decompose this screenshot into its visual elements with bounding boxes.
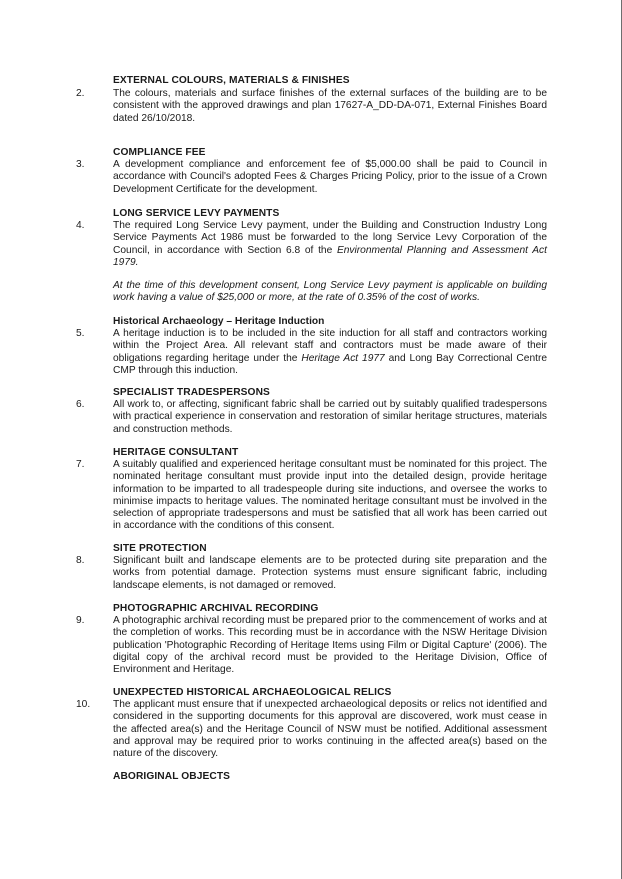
section-heading-aboriginal-objects: ABORIGINAL OBJECTS	[113, 771, 231, 782]
condition-3-text: A development compliance and enforcement fee of $5,000.00 shall be paid to Council in accordance with Council's adopted Fees & Charges Pricing Policy, prior to the issue of a Crown Development Certificate for the development.	[113, 159, 547, 195]
condition-number-4: 4.	[76, 220, 85, 231]
section-heading-photographic-recording: PHOTOGRAPHIC ARCHIVAL RECORDING	[113, 603, 319, 614]
condition-number-7: 7.	[76, 459, 85, 470]
condition-4-note: At the time of this development consent, Long Service Levy payment is applicable on building work having a value of $25,000 or more, at the rate of 0.35% of the cost of works.	[113, 280, 547, 304]
condition-number-2: 2.	[76, 88, 85, 99]
condition-4-act-reference: Environmental Planning and Assessment Act 1979.	[113, 244, 547, 268]
condition-2-text: The colours, materials and surface finishes of the external surfaces of the building are to be consistent with the approved drawings and plan 17627-A_DD-DA-071, External Finishes Board dated 26/10/2018.	[113, 88, 547, 124]
condition-number-6: 6.	[76, 399, 85, 410]
condition-10-text: The applicant must ensure that if unexpected archaeological deposits or relics not identified and considered in the supporting documents for this approval are discovered, work must cease in the affected area(s) and the Heritage Council of NSW must be notified. Additional assessment and approval may be required prior to works continuing in the affected area(s) based on the nature of the discovery.	[113, 699, 547, 760]
section-heading-site-protection: SITE PROTECTION	[113, 543, 207, 554]
condition-4-text-main: The required Long Service Levy payment, under the Building and Construction Industry Long Service Payments Act 1986 must be forwarded to the long Service Levy Corporation of the Council, in accordance with Section 6.8 of the	[113, 220, 547, 256]
section-heading-compliance-fee: COMPLIANCE FEE	[113, 147, 206, 158]
section-heading-specialist-tradespersons: SPECIALIST TRADESPERSONS	[113, 387, 270, 398]
condition-5-text-main: A heritage induction is to be included in the site induction for all staff and contractors working within the Project Area. All relevant staff and contractors must be made aware of their obligations regarding heritage under the	[113, 328, 547, 364]
condition-number-3: 3.	[76, 159, 85, 170]
condition-number-9: 9.	[76, 615, 85, 626]
condition-6-text: All work to, or affecting, significant fabric shall be carried out by suitably qualified tradespersons with practical experience in conservation and restoration of similar heritage structures, materials and construction methods.	[113, 399, 547, 435]
condition-number-5: 5.	[76, 328, 85, 339]
condition-9-text: A photographic archival recording must be prepared prior to the commencement of works and at the completion of works. This recording must be in accordance with the NSW Heritage Division publication 'Photographic Recording of Heritage Items using Film or Digital Capture' (2006). The digital copy of the archival record must be provided to the Heritage Division, Office of Environment and Heritage.	[113, 615, 547, 676]
condition-number-8: 8.	[76, 555, 85, 566]
section-heading-unexpected-relics: UNEXPECTED HISTORICAL ARCHAEOLOGICAL RELICS	[113, 687, 392, 698]
condition-4-text	[113, 220, 547, 269]
section-heading-long-service-levy: LONG SERVICE LEVY PAYMENTS	[113, 208, 280, 219]
condition-number-10: 10.	[76, 699, 91, 710]
condition-5-act-reference: Heritage Act 1977	[301, 352, 385, 364]
condition-7-text: A suitably qualified and experienced heritage consultant must be nominated for this project. The nominated heritage consultant must provide input into the detailed design, provide heritage information to be imparted to all tradespeople during site inductions, and oversee the works to minimise impacts to heritage values. The nominated heritage consultant must be involved in the selection of appropriate tradespersons and must be satisfied that all work has been carried out in accordance with the conditions of this consent.	[113, 459, 547, 532]
section-heading-external-colours: EXTERNAL COLOURS, MATERIALS & FINISHES	[113, 75, 350, 86]
condition-8-text: Significant built and landscape elements are to be protected during site preparation and the works from potential damage. Protection systems must ensure significant fabric, including landscape elements, is not damaged or removed.	[113, 555, 547, 591]
condition-5-text-tail: and Long Bay Correctional Centre CMP through this induction.	[113, 352, 548, 376]
section-heading-heritage-consultant: HERITAGE CONSULTANT	[113, 447, 239, 458]
section-heading-heritage-induction: Historical Archaeology – Heritage Induction	[113, 316, 325, 327]
condition-5-text	[113, 328, 547, 377]
